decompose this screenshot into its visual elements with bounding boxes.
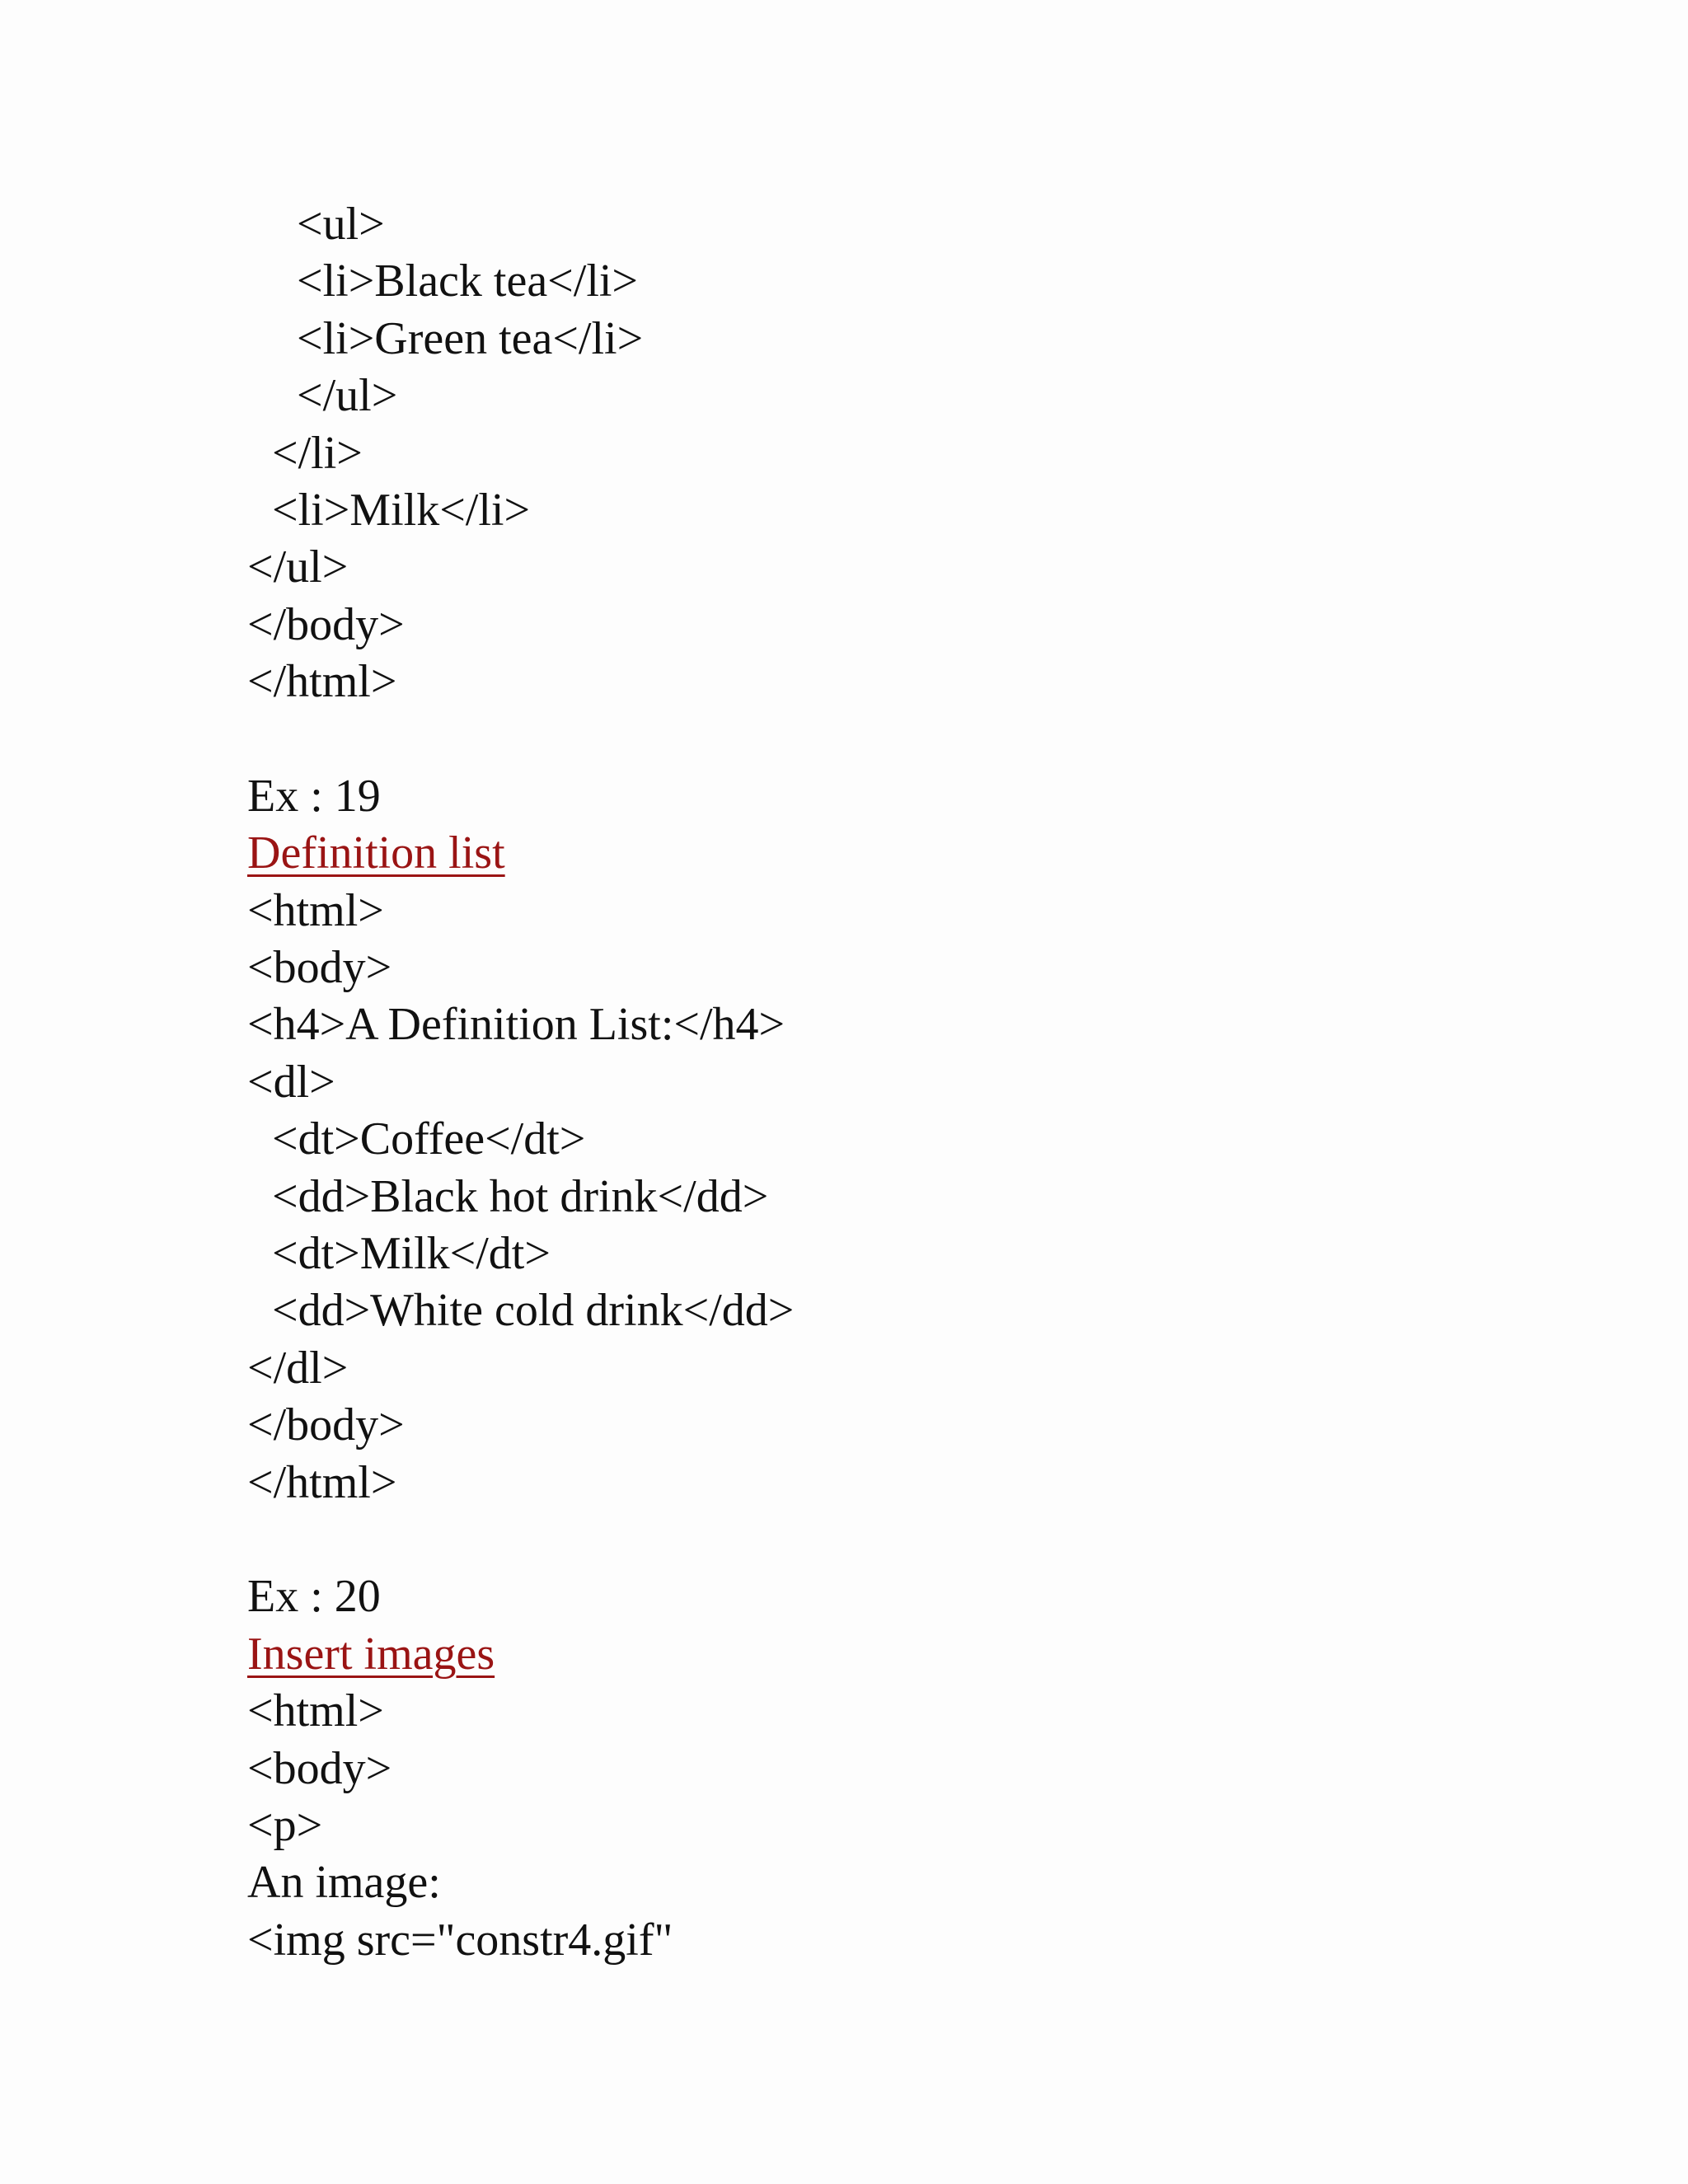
code-line: <dd>Black hot drink</dd> <box>272 1170 769 1222</box>
code-line: An image: <box>247 1857 441 1909</box>
code-line: <img src="constr4.gif" <box>247 1914 673 1966</box>
code-line: <li>Green tea</li> <box>297 312 644 364</box>
code-line: <h4>A Definition List:</h4> <box>247 999 785 1051</box>
example-19-label: Ex : 19 <box>247 770 381 822</box>
code-line: <li>Black tea</li> <box>297 255 639 307</box>
code-line: <body> <box>247 942 392 994</box>
example-20-title-link[interactable]: Insert images <box>247 1628 495 1680</box>
spacer <box>247 1511 794 1568</box>
code-line: <dt>Milk</dt> <box>272 1228 551 1280</box>
code-line: </html> <box>247 1456 397 1508</box>
code-line: </ul> <box>247 541 349 593</box>
code-line: <dd>White cold drink</dd> <box>272 1285 795 1337</box>
code-line: </html> <box>247 656 397 708</box>
code-line: <ul> <box>297 199 385 250</box>
code-line: </body> <box>247 598 405 650</box>
example-20-label: Ex : 20 <box>247 1571 381 1623</box>
spacer <box>247 711 794 768</box>
code-line: <p> <box>247 1799 323 1851</box>
code-line: <li>Milk</li> <box>272 484 531 536</box>
code-line: <html> <box>247 884 384 936</box>
code-line: <body> <box>247 1742 392 1794</box>
code-line: <dt>Coffee</dt> <box>272 1113 586 1165</box>
document-content <box>247 196 794 1969</box>
code-line: <dl> <box>247 1056 335 1108</box>
code-line: <html> <box>247 1685 384 1737</box>
example-19-title-link[interactable]: Definition list <box>247 827 505 879</box>
code-line: </ul> <box>297 370 398 422</box>
code-line: </li> <box>272 427 363 479</box>
code-line: </dl> <box>247 1342 349 1394</box>
code-line: </body> <box>247 1399 405 1451</box>
